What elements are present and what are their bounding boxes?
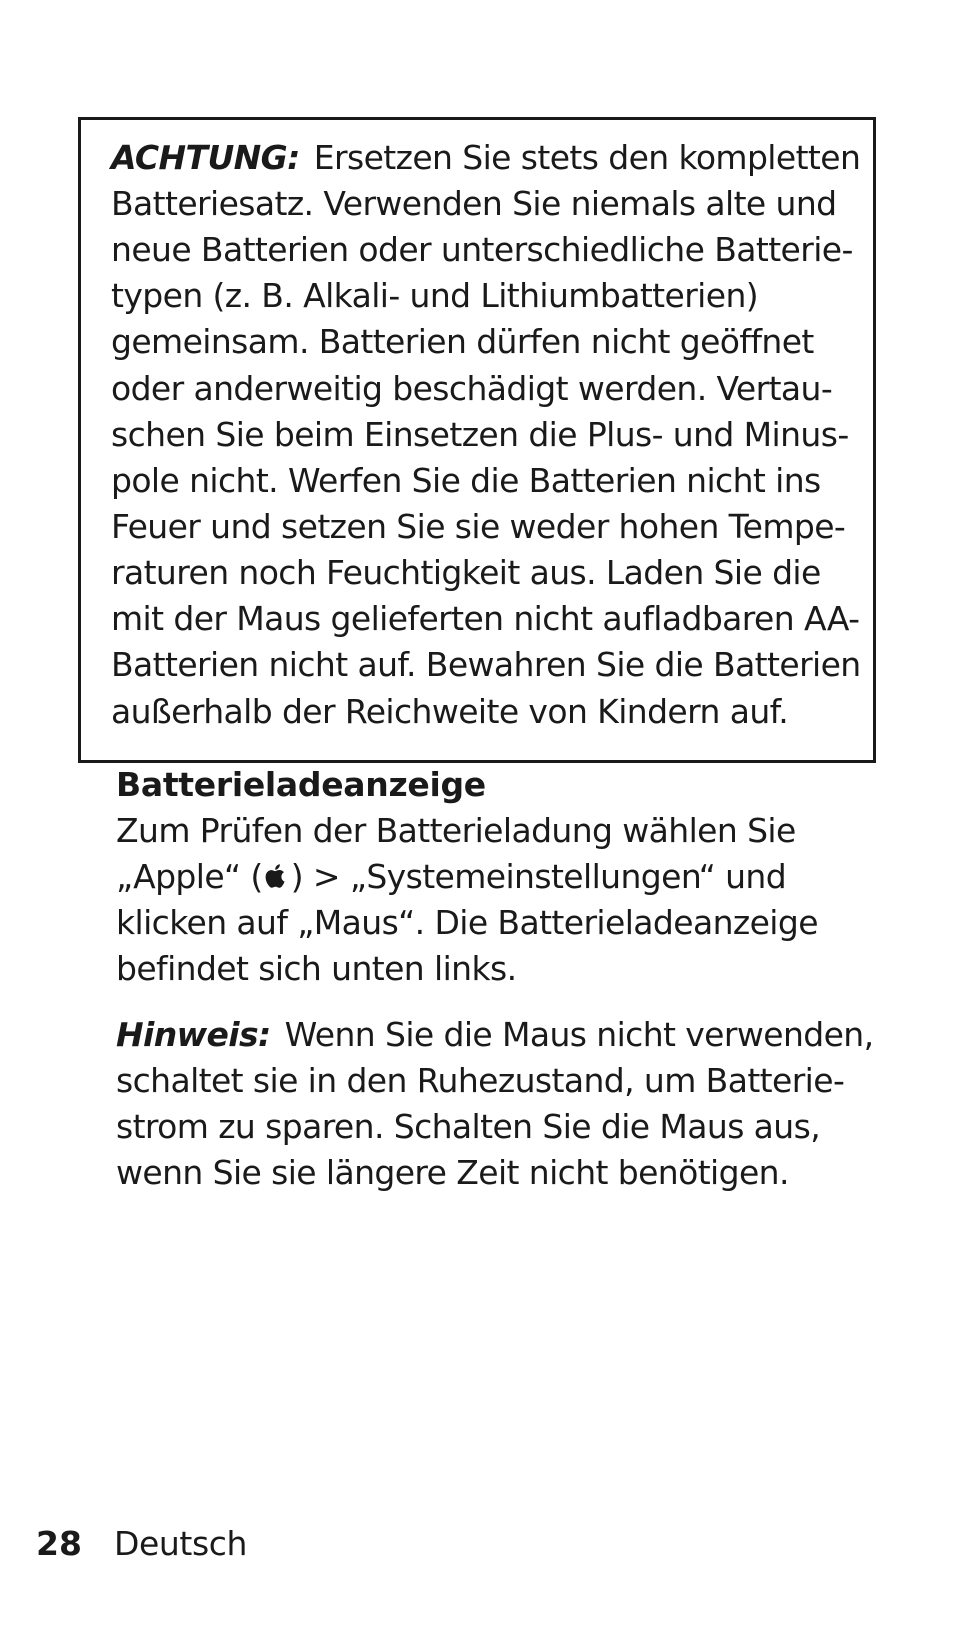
warning-line-7: schen Sie beim Einsetzen die Plus- und Minus- — [111, 415, 849, 454]
footer-language: Deutsch — [114, 1524, 248, 1563]
note-label: Hinweis: — [116, 1015, 271, 1054]
section-line-4: befindet sich unten links. — [116, 949, 517, 988]
warning-text: Ersetzen Sie stets den kompletten — [313, 138, 861, 177]
warning-line-3: neue Batterien oder unterschiedliche Batterie- — [111, 230, 853, 269]
section-line-2 — [116, 857, 786, 897]
section-heading: Batterieladeanzeige — [116, 765, 486, 804]
warning-line-12: Batterien nicht auf. Bewahren Sie die Batterien — [111, 645, 861, 684]
section-line-2-end: ) > „Systemeinstellungen“ und — [290, 857, 787, 896]
warning-line-8: pole nicht. Werfen Sie die Batterien nicht ins — [111, 461, 821, 500]
page-number: 28 — [36, 1524, 82, 1563]
section-line-2-start: „Apple“ ( — [116, 857, 263, 896]
warning-line-2: Batteriesatz. Verwenden Sie niemals alte und — [111, 184, 837, 223]
note-line-3: strom zu sparen. Schalten Sie die Maus aus, — [116, 1107, 821, 1146]
section-line-1: Zum Prüfen der Batterieladung wählen Sie — [116, 811, 796, 850]
note-line-1 — [116, 1015, 874, 1055]
note-line-4: wenn Sie sie längere Zeit nicht benötigen. — [116, 1153, 789, 1192]
warning-line-4: typen (z. B. Alkali- und Lithiumbatterien) — [111, 276, 759, 315]
warning-label: ACHTUNG: — [111, 138, 300, 177]
section-line-3: klicken auf „Maus“. Die Batterieladeanzeige — [116, 903, 818, 942]
apple-logo-icon — [265, 859, 289, 899]
note-line-2: schaltet sie in den Ruhezustand, um Batterie- — [116, 1061, 845, 1100]
warning-line-9: Feuer und setzen Sie sie weder hohen Tempe- — [111, 507, 846, 546]
note-text: Wenn Sie die Maus nicht verwenden, — [284, 1015, 874, 1054]
warning-line-1 — [111, 138, 860, 178]
warning-line-6: oder anderweitig beschädigt werden. Vertau- — [111, 369, 833, 408]
warning-line-5: gemeinsam. Batterien dürfen nicht geöffnet — [111, 322, 814, 361]
warning-line-11: mit der Maus gelieferten nicht aufladbaren AA- — [111, 599, 860, 638]
warning-line-13: außerhalb der Reichweite von Kindern auf. — [111, 692, 789, 731]
warning-line-10: raturen noch Feuchtigkeit aus. Laden Sie die — [111, 553, 821, 592]
